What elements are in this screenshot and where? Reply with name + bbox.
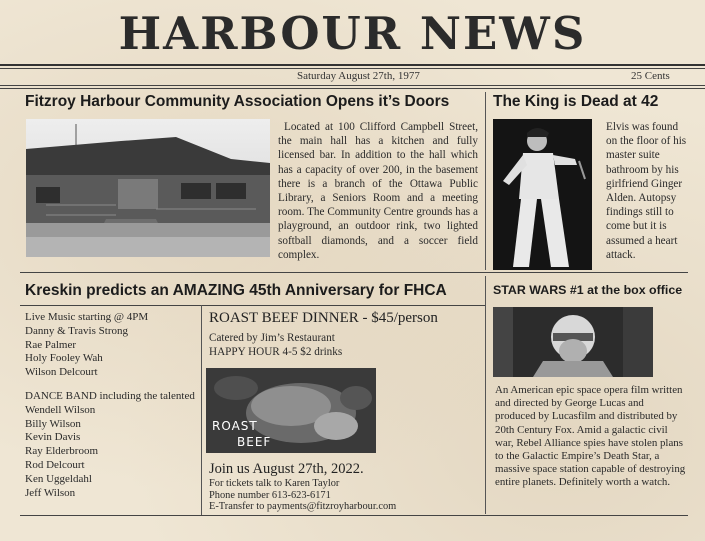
dinner-happy-hour: HAPPY HOUR 4-5 $2 drinks [209,346,343,358]
dateline-rule-bottom-2 [0,88,705,89]
masthead-title: HARBOUR NEWS [118,7,587,60]
live-music-title: Live Music starting @ 4PM [25,311,149,323]
band-member: Wendell Wilson [25,403,96,416]
live-music-act: Wilson Delcourt [25,366,98,379]
dinner-etransfer: E-Transfer to payments@fitzroyharbour.com [209,501,397,513]
section-rule-middle [20,272,688,273]
masthead-rule-top [0,64,705,66]
starwars-photo [493,307,653,377]
band-member: Ray Elderbroom [25,445,99,458]
starwars-body: An American epic space opera film written and directed by George Lucas and produced by Lucasfilm and distributed by 20th Century Fox. Amid a galactic civil war, Rebel Alliance spies have stolen plans to the Galactic Empire’s Death Star, a massive space station capable of destroying entire planets. Definitely worth a watch. [495,384,686,489]
page-bottom-rule [20,515,688,516]
main-headline: Fitzroy Harbour Community Association Opens it’s Doors [25,93,450,110]
dateline-rule-bottom [0,85,705,86]
masthead-rule-top-thin [0,68,705,69]
dinner-join: Join us August 27th, 2022. [209,461,364,477]
live-music-act: Holy Fooley Wah [25,352,103,365]
king-headline: The King is Dead at 42 [493,93,659,110]
column-rule-right-bottom [485,276,486,514]
starwars-headline: STAR WARS #1 at the box office [493,283,683,297]
dinner-title: ROAST BEEF DINNER - $45/person [209,310,438,326]
band-member: Ken Uggeldahl [25,472,92,485]
dinner-phone: Phone number 613-623-6171 [209,489,331,501]
roast-beef-photo [206,368,376,453]
band-member: Kevin Davis [25,431,81,444]
section-rule-lower [20,305,485,306]
band-member: Rod Delcourt [25,458,85,471]
band-member: Billy Wilson [25,417,81,430]
kreskin-headline: Kreskin predicts an AMAZING 45th Anniversary for FHCA [25,282,447,299]
dance-band-title: DANCE BAND including the talented [25,389,195,402]
king-body: Elvis was found on the floor of his master suite bathroom by his girlfriend Ginger Alden. Autopsy findings still to come but it is assumed a heart attack. [606,121,687,261]
live-music-act: Rae Palmer [25,338,77,351]
roast-beef-label-1: ROAST [212,419,258,433]
band-member: Jeff Wilson [25,486,76,499]
dateline-price: 25 Cents [631,70,670,82]
community-centre-photo [26,119,270,257]
main-body: Located at 100 Clifford Campbell Street, the main hall has a kitchen and fully licensed bar. In addition to the hall which has a capacity of over 200, in the basement there is a branch of the Ottawa Public Library, a Seniors Room and a meeting room. The Community Centre grounds has a playground, an outdoor rink, two lighted softball diamonds, and a soccer field complex. [278,121,478,261]
music-column [25,311,197,500]
column-rule-right-top [485,92,486,270]
live-music-act: Danny & Travis Strong [25,324,128,337]
dinner-contact [209,478,396,513]
column-rule-left-bottom [201,305,202,515]
dateline-date: Saturday August 27th, 1977 [297,70,420,82]
roast-beef-label-2: BEEF [237,435,272,449]
dinner-catered: Catered by Jim’s Restaurant [209,332,335,344]
elvis-photo [493,119,592,270]
dinner-tickets: For tickets talk to Karen Taylor [209,478,340,489]
